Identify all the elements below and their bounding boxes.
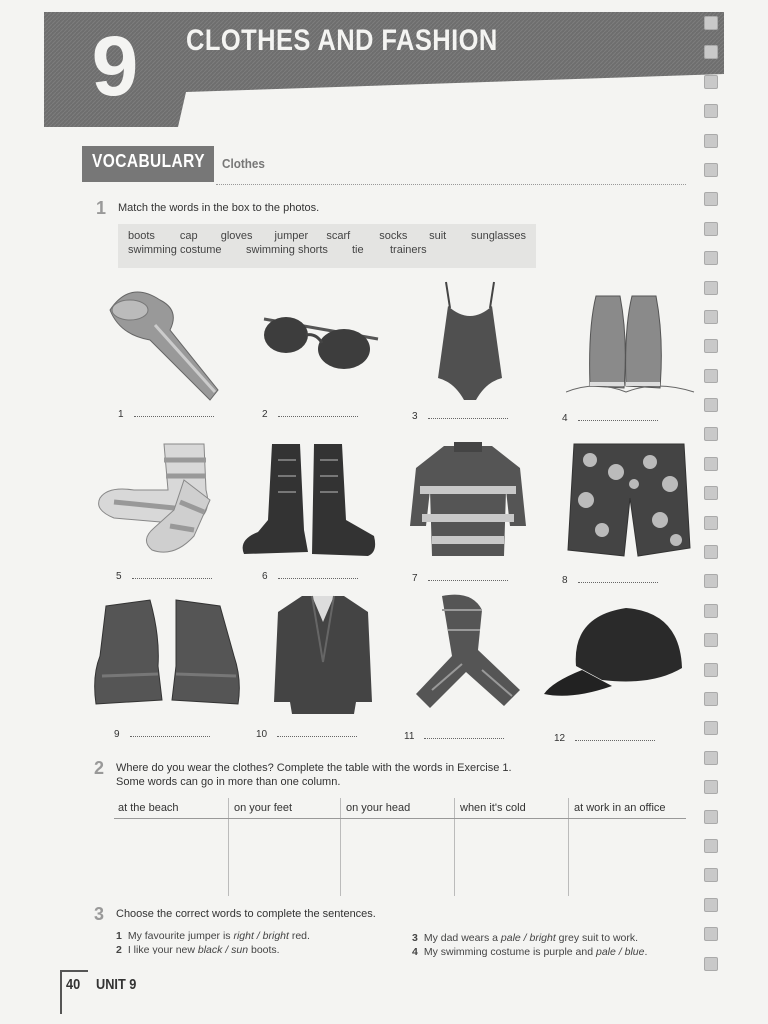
gloves-icon <box>92 596 244 710</box>
binding-ring <box>704 780 718 794</box>
exercise-1-number: 1 <box>96 198 107 218</box>
binding-ring <box>704 398 718 412</box>
table-header-line <box>114 818 686 819</box>
word-box <box>118 224 536 268</box>
answer-line[interactable]: 5 <box>116 570 212 582</box>
word: trainers <box>390 244 427 256</box>
binding-ring <box>704 692 718 706</box>
column-divider <box>340 798 341 896</box>
column-divider <box>228 798 229 896</box>
column-divider <box>568 798 569 896</box>
exercise-2-instruction-2: Some words can go in more than one column. <box>116 776 341 788</box>
trainers-icon <box>566 288 696 398</box>
binding-ring <box>704 721 718 735</box>
binding-ring <box>704 75 718 89</box>
word: swimming costume <box>128 244 222 256</box>
unit-header <box>44 12 724 127</box>
sentence-3: 3 My dad wears a pale / bright grey suit to work. <box>412 932 639 944</box>
cap-icon <box>542 604 686 704</box>
binding-ring <box>704 104 718 118</box>
binding-ring <box>704 927 718 941</box>
binding-ring <box>704 45 718 59</box>
column-header: at the beach <box>118 802 179 814</box>
choice[interactable]: pale / bright <box>500 932 556 944</box>
word: gloves <box>220 230 253 242</box>
binding-ring <box>704 192 718 206</box>
binding-ring <box>704 16 718 30</box>
word: suit <box>429 230 447 242</box>
answer-line[interactable]: 10 <box>256 728 357 740</box>
footer-rule-top <box>60 970 88 972</box>
unit-title: CLOTHES AND FASHION <box>186 24 498 57</box>
column-header: on your head <box>346 802 411 814</box>
boots-icon <box>238 440 380 560</box>
word: sunglasses <box>470 230 526 242</box>
binding-ring <box>704 486 718 500</box>
binding-ring <box>704 310 718 324</box>
binding-ring <box>704 369 718 383</box>
sentence-2: 2 I like your new black / sun boots. <box>116 944 280 954</box>
answer-line[interactable]: 2 <box>262 408 358 420</box>
choice[interactable]: right / bright <box>233 930 289 942</box>
binding-ring <box>704 457 718 471</box>
vocabulary-label: VOCABULARY <box>92 151 205 171</box>
exercise-1-instruction: Match the words in the box to the photos. <box>118 202 320 214</box>
page-number: 40 <box>66 976 81 993</box>
sunglasses-icon <box>262 305 380 385</box>
unit-number: 9 <box>91 19 137 113</box>
word: jumper <box>274 230 309 242</box>
word: swimming shorts <box>246 244 328 256</box>
binding-ring <box>704 810 718 824</box>
binding-ring <box>704 574 718 588</box>
binding-ring <box>704 163 718 177</box>
answer-line[interactable]: 9 <box>114 728 210 740</box>
footer-unit-label: UNIT 9 <box>96 976 137 993</box>
answer-line[interactable]: 7 <box>412 572 508 584</box>
binding-ring <box>704 898 718 912</box>
binding-ring <box>704 339 718 353</box>
word: cap <box>179 230 198 242</box>
exercise-3-instruction: Choose the correct words to complete the sentences. <box>116 908 376 920</box>
column-header: on your feet <box>234 802 293 814</box>
binding-ring <box>704 134 718 148</box>
binding-ring <box>704 545 718 559</box>
binding-ring <box>704 516 718 530</box>
column-header: at work in an office <box>574 802 666 814</box>
footer-rule <box>60 970 62 1014</box>
word: socks <box>379 230 408 242</box>
binding-ring <box>704 427 718 441</box>
answer-line[interactable]: 1 <box>118 408 214 420</box>
binding-ring <box>704 839 718 853</box>
swimming-costume-icon <box>430 278 510 402</box>
exercise-3-number: 3 <box>94 904 105 924</box>
column-header: when it's cold <box>460 802 526 814</box>
spiral-binding <box>704 16 720 986</box>
answer-line[interactable]: 8 <box>562 574 658 586</box>
binding-ring <box>704 633 718 647</box>
binding-ring <box>704 251 718 265</box>
jumper-icon <box>408 440 528 560</box>
clothes-table <box>114 798 686 898</box>
binding-ring <box>704 222 718 236</box>
exercise-2-number: 2 <box>94 758 105 778</box>
binding-ring <box>704 281 718 295</box>
answer-line[interactable]: 11 <box>404 730 504 742</box>
vocabulary-bar <box>82 146 214 182</box>
binding-ring <box>704 957 718 971</box>
divider <box>216 184 686 185</box>
answer-line[interactable]: 6 <box>262 570 358 582</box>
binding-ring <box>704 604 718 618</box>
binding-ring <box>704 868 718 882</box>
choice[interactable]: black / sun <box>197 944 249 954</box>
binding-ring <box>704 751 718 765</box>
word: boots <box>128 230 155 242</box>
suit-icon <box>272 592 374 716</box>
word: tie <box>352 244 364 256</box>
sentence-1: 1 My favourite jumper is right / bright red. <box>116 930 310 942</box>
answer-line[interactable]: 4 <box>562 412 658 424</box>
socks-icon <box>94 440 218 558</box>
word: scarf <box>326 230 351 242</box>
sentence-4: 4 My swimming costume is purple and pale / blue. <box>412 946 648 958</box>
answer-line[interactable]: 3 <box>412 410 508 422</box>
swimming-shorts-icon <box>566 440 692 564</box>
choice[interactable]: pale / blue <box>596 946 645 958</box>
binding-ring <box>704 663 718 677</box>
tie-icon <box>100 280 224 404</box>
column-divider <box>454 798 455 896</box>
exercise-2-instruction: Where do you wear the clothes? Complete the table with the words in Exercise 1. <box>116 762 512 774</box>
answer-line[interactable]: 12 <box>554 732 655 744</box>
scarf-icon <box>412 590 524 714</box>
vocabulary-subtitle: Clothes <box>222 156 265 171</box>
